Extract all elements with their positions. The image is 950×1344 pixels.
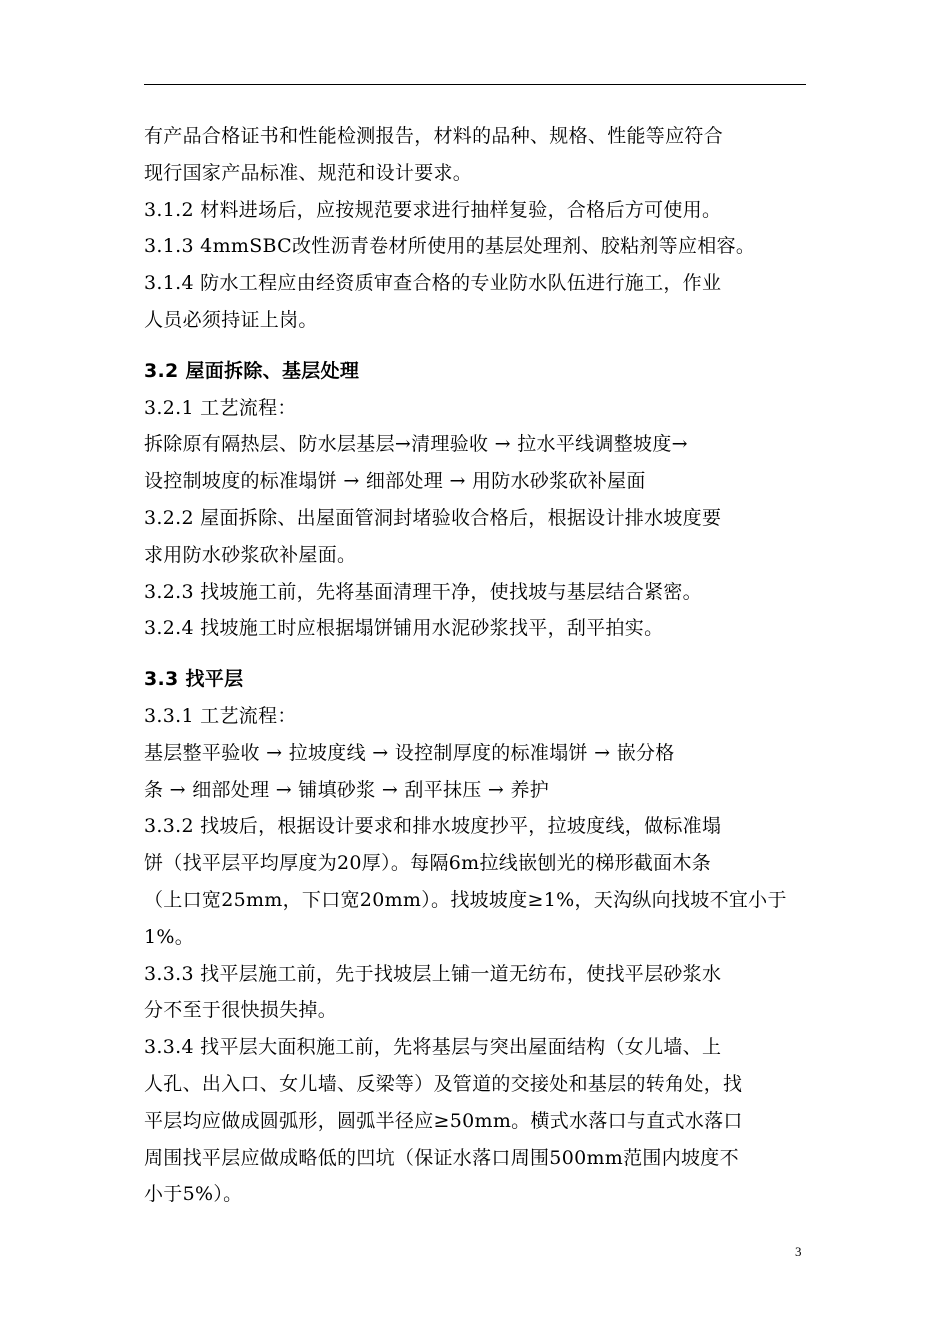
process-flow-line: 条 → 细部处理 → 铺填砂浆 → 刮平抹压 → 养护: [144, 778, 550, 801]
page-number: 3: [795, 1244, 802, 1259]
paragraph-line: 平层均应做成圆弧形，圆弧半径应≥50mm。横式水落口与直式水落口: [144, 1109, 743, 1132]
paragraph-line: 有产品合格证书和性能检测报告，材料的品种、规格、性能等应符合: [144, 125, 724, 147]
section-gap: [144, 339, 808, 353]
clause-3-3-3: 3.3.3 找平层施工前，先于找坡层上铺一道无纺布，使找平层砂浆水: [144, 962, 722, 985]
clause-3-2-3: 3.2.3 找坡施工前，先将基面清理干净，使找坡与基层结合紧密。: [144, 580, 702, 603]
clause-3-2-4: 3.2.4 找坡施工时应根据塌饼铺用水泥砂浆找平，刮平拍实。: [144, 617, 664, 640]
paragraph-line: 小于5%）。: [144, 1183, 243, 1206]
clause-3-1-2: 3.1.2 材料进场后，应按规范要求进行抽样复验，合格后方可使用。: [144, 198, 722, 221]
paragraph-line: 人员必须持证上岗。: [144, 308, 318, 331]
process-flow-line: 拆除原有隔热层、防水层基层→清理验收 → 拉水平线调整坡度→: [144, 433, 688, 456]
paragraph-line: 周围找平层应做成略低的凹坑（保证水落口周围500mm范围内坡度不: [144, 1146, 739, 1169]
section-heading-3-3: 3.3 找平层: [144, 668, 244, 691]
clause-3-1-4: 3.1.4 防水工程应由经资质审查合格的专业防水队伍进行施工，作业: [144, 272, 722, 295]
paragraph-line: 人孔、出入口、女儿墙、反梁等）及管道的交接处和基层的转角处，找: [144, 1072, 743, 1095]
clause-3-3-4: 3.3.4 找平层大面积施工前，先将基层与突出屋面结构（女儿墙、上: [144, 1036, 722, 1059]
clause-3-3-2: 3.3.2 找坡后，根据设计要求和排水坡度抄平，拉坡度线，做标准塌: [144, 815, 722, 838]
clause-3-2-2: 3.2.2 屋面拆除、出屋面管洞封堵验收合格后，根据设计排水坡度要: [144, 506, 722, 529]
clause-3-1-3: 3.1.3 4mmSBC改性沥青卷材所使用的基层处理剂、胶粘剂等应相容。: [144, 235, 756, 258]
document-body: [144, 118, 808, 1213]
section-heading-3-2: 3.2 屋面拆除、基层处理: [144, 359, 360, 382]
paragraph-line: （上口宽25mm，下口宽20mm）。找坡坡度≥1%，天沟纵向找坡不宜小于: [144, 888, 787, 911]
paragraph-line: 饼（找平层平均厚度为20厚）。每隔6m拉线嵌刨光的梯形截面木条: [144, 852, 712, 875]
paragraph-line: 求用防水砂浆砍补屋面。: [144, 543, 357, 566]
paragraph-line: 现行国家产品标准、规范和设计要求。: [144, 161, 473, 184]
clause-3-2-1: 3.2.1 工艺流程：: [144, 396, 297, 419]
header-rule: [144, 84, 806, 85]
paragraph-line: 分不至于很快损失掉。: [144, 999, 338, 1022]
paragraph-line: 1%。: [144, 925, 195, 948]
clause-3-3-1: 3.3.1 工艺流程：: [144, 704, 297, 727]
section-gap: [144, 647, 808, 661]
process-flow-line: 基层整平验收 → 拉坡度线 → 设控制厚度的标准塌饼 → 嵌分格: [144, 741, 675, 764]
process-flow-line: 设控制坡度的标准塌饼 → 细部处理 → 用防水砂浆砍补屋面: [144, 470, 646, 493]
